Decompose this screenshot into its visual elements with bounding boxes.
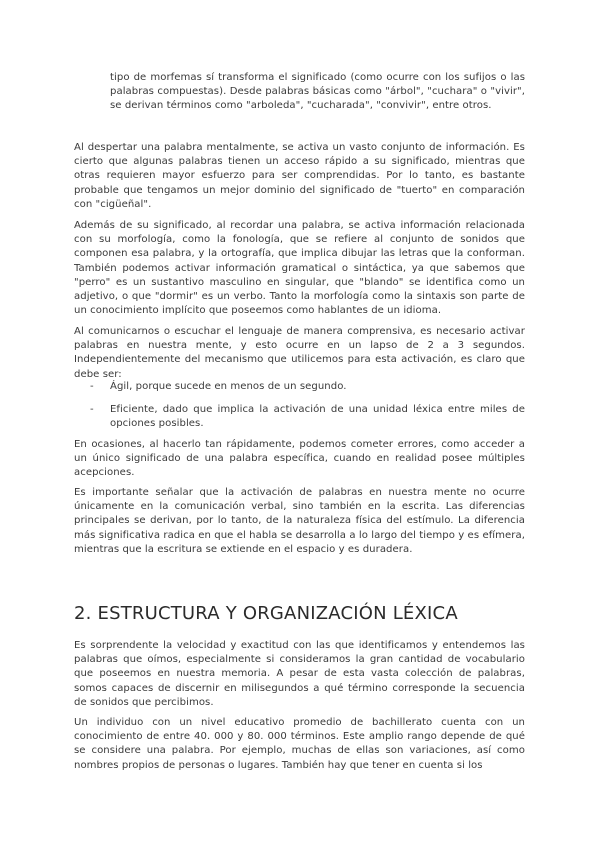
bullet-item-agil: Ágil, porque sucede en menos de un segundo. xyxy=(110,381,347,392)
paragraph-continued: tipo de morfemas sí transforma el significado (como ocurre con los sufijos o las palabras compuestas). Desde palabras básicas como "árbol", "cuchara" o "vivir", se derivan términos como "arboleda", "cucharada", "convivir", entre otros. xyxy=(110,72,525,112)
bullet-marker: - xyxy=(90,404,94,415)
paragraph-errors: En ocasiones, al hacerlo tan rápidamente, podemos cometer errores, como acceder a un único significado de una palabra específica, cuando en realidad posee múltiples acepciones. xyxy=(74,439,525,479)
bullet-item-eficiente: Eficiente, dado que implica la activación de una unidad léxica entre miles de opciones posibles. xyxy=(110,404,525,430)
section-heading: 2. ESTRUCTURA Y ORGANIZACIÓN LÉXICA xyxy=(74,603,458,624)
paragraph-activation: Al despertar una palabra mentalmente, se activa un vasto conjunto de información. Es cierto que algunas palabras tienen un acceso rápido a su significado, mientras que otras requieren mayor esfuerzo para ser comprendidas. Por lo tanto, es bastante probable que tengamos un mejor dominio del significado de "tuerto" en comparación con "cigüeñal". xyxy=(74,142,525,210)
paragraph-speed: Es sorprendente la velocidad y exactitud con las que identificamos y entendemos las palabras que oímos, especialmente si consideramos la gran cantidad de vocabulario que poseemos en nuestra memoria. A pesar de esta vasta colección de palabras, somos capaces de discernir en milisegundos a qué término corresponde la secuencia de sonidos que percibimos. xyxy=(74,640,525,708)
paragraph-communication: Al comunicarnos o escuchar el lenguaje de manera comprensiva, es necesario activar palabras en nuestra mente, y esto ocurre en un lapso de 2 a 3 segundos. Independientemente del mecanismo que utilicemos para esta activación, es claro que debe ser: xyxy=(74,326,525,380)
paragraph-spoken-written: Es importante señalar que la activación de palabras en nuestra mente no ocurre únicamente en la comunicación verbal, sino también en la escrita. Las diferencias principales se derivan, por lo tanto, de la naturaleza física del estímulo. La diferencia más significativa radica en que el habla se desarrolla a lo largo del tiempo y es efímera, mientras que la escritura se extiende en el espacio y es duradera. xyxy=(74,487,525,555)
paragraph-morphology: Además de su significado, al recordar una palabra, se activa información relacionada con su morfología, como la fonología, que se refiere al conjunto de sonidos que componen esa palabra, y la ortografía, que implica dibujar las letras que la conforman. También podemos activar información gramatical o sintáctica, ya que sabemos que "perro" es un sustantivo masculino en singular, que "blando" se identifica como un adjetivo, o que "dormir" es un verbo. Tanto la morfología como la sintaxis son parte de un conocimiento implícito que poseemos como hablantes de un idioma. xyxy=(74,220,525,317)
paragraph-vocabulary: Un individuo con un nivel educativo promedio de bachillerato cuenta con un conocimiento de entre 40. 000 y 80. 000 términos. Este amplio rango depende de qué se considere una palabra. Por ejemplo, muchas de ellas son variaciones, así como nombres propios de personas o lugares. También hay que tener en cuenta si los xyxy=(74,717,525,771)
bullet-marker: - xyxy=(90,381,94,392)
